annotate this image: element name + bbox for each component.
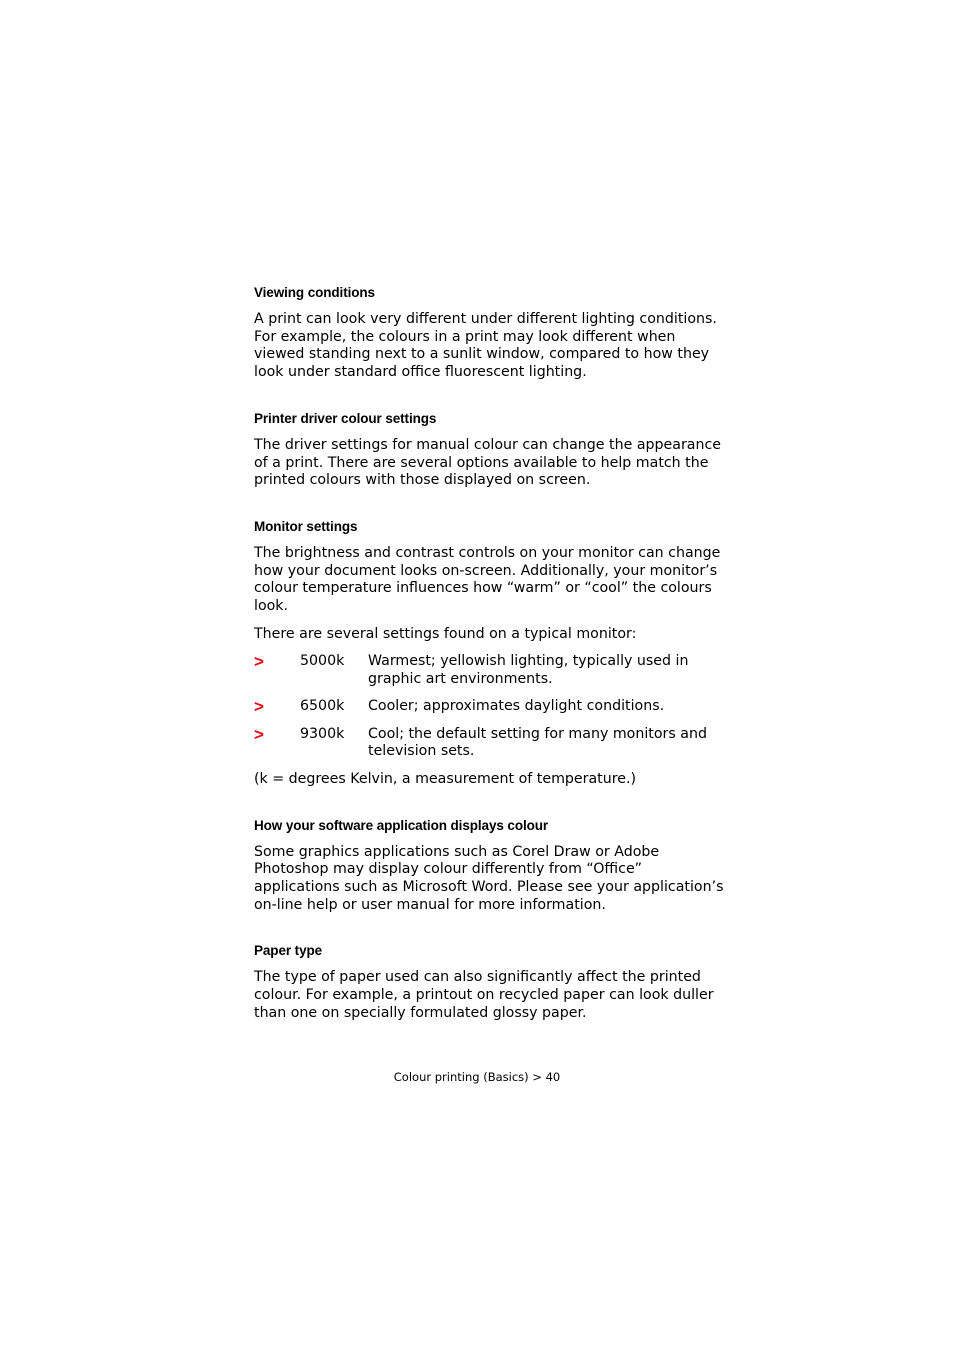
list-item (254, 653, 724, 688)
list-item-description: Cool; the default setting for many monitors and television sets. (368, 725, 707, 760)
list-item (254, 726, 724, 761)
colour-temperature-list (254, 653, 724, 761)
section-paper-type (254, 941, 724, 1022)
bullet-arrow-icon: > (254, 724, 264, 744)
section-printer-driver-colour-settings (254, 409, 724, 490)
section-heading: Viewing conditions (254, 285, 375, 300)
section-paragraph: A print can look very different under different lighting conditions. For example, the colours in a print may look different when viewed standing next to a sunlit window, compared to how they look under standard office fluorescent lighting. (254, 311, 717, 381)
section-heading: Printer driver colour settings (254, 410, 437, 426)
section-viewing-conditions (254, 283, 724, 382)
section-software-application-colour (254, 816, 724, 915)
list-item-term: 9300k (300, 725, 345, 742)
section-paragraph: The brightness and contrast controls on your monitor can change how your document looks on-screen. Additionally, your monitor’s colour temperature influences how “warm” or “cool” the colours look. (254, 544, 721, 615)
page-content (254, 283, 724, 1050)
bullet-arrow-icon: > (254, 652, 264, 672)
section-monitor-settings (254, 517, 724, 789)
section-paragraph: The type of paper used can also significantly affect the printed colour. For example, a printout on recycled paper can look duller than one on specially formulated glossy paper. (254, 969, 714, 1021)
section-heading: Monitor settings (254, 518, 358, 534)
list-item-description: Warmest; yellowish lighting, typically used in graphic art environments. (368, 653, 689, 688)
section-paragraph: The driver settings for manual colour can change the appearance of a print. There are several options available to help match the printed colours with those displayed on screen. (254, 436, 722, 489)
list-item-term: 6500k (300, 698, 345, 715)
list-item (254, 698, 724, 716)
list-item-description: Cooler; approximates daylight conditions. (368, 698, 665, 715)
section-note: (k = degrees Kelvin, a measurement of temperature.) (254, 770, 636, 787)
section-heading: How your software application displays colour (254, 817, 549, 833)
section-paragraph: Some graphics applications such as Corel Draw or Adobe Photoshop may display colour differently from “Office” applications such as Microsoft Word. Please see your application’s on-line help or user manual for more information. (254, 843, 724, 913)
section-heading: Paper type (254, 943, 323, 959)
page-footer: Colour printing (Basics) > 40 (393, 1070, 561, 1084)
bullet-arrow-icon: > (254, 697, 264, 717)
section-paragraph: There are several settings found on a typical monitor: (254, 625, 637, 642)
list-item-term: 5000k (300, 653, 345, 670)
